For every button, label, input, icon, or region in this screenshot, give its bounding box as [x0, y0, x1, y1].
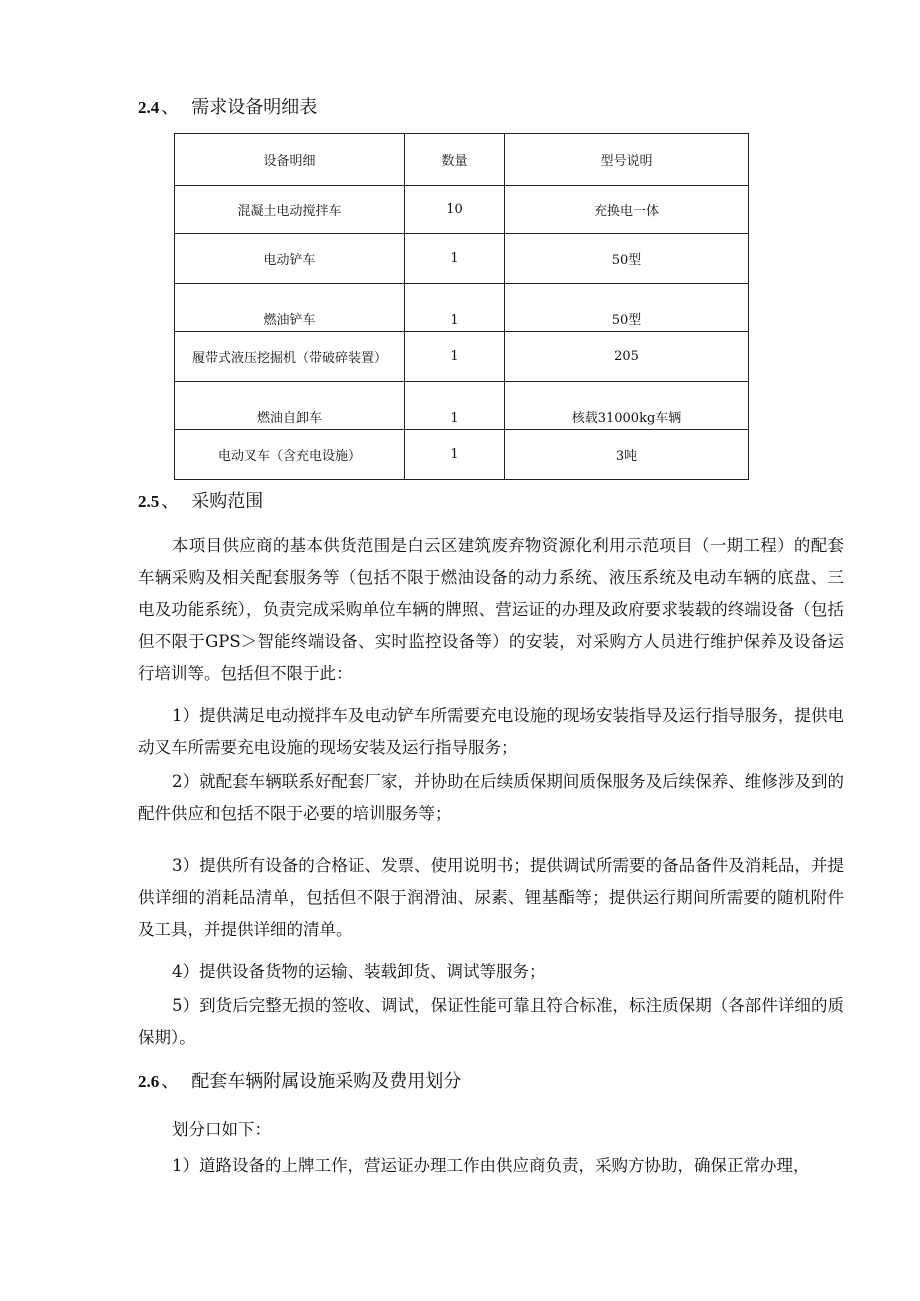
division-item: 1）道路设备的上牌工作，营运证办理工作由供应商负责，采购方协助，确保正常办理， [172, 1156, 810, 1175]
section-number: 2.5 [138, 492, 160, 511]
table-cell-item: 电动铲车 [175, 234, 405, 284]
section-title: 采购范围 [191, 491, 264, 512]
section-number: 2.4 [138, 98, 160, 117]
equipment-table [174, 133, 749, 480]
scope-item: 1）提供满足电动搅拌车及电动铲车所需要充电设施的现场安装指导及运行指导服务，提供电动叉车所需要充电设施的现场安装及运行指导服务； [138, 706, 844, 757]
table-row [175, 234, 749, 284]
scope-item: 5）到货后完整无损的签收、调试，保证性能可靠且符合标准，标注质保期（各部件详细的质保期）。 [138, 996, 844, 1047]
section-title: 配套车辆附属设施采购及费用划分 [191, 1071, 462, 1092]
section-title: 需求设备明细表 [191, 97, 318, 118]
table-cell-item: 混凝土电动搅拌车 [175, 186, 405, 234]
table-cell-quantity: 1 [405, 430, 505, 480]
section-separator: 、 [161, 97, 180, 118]
table-cell-quantity: 10 [405, 186, 505, 234]
table-cell-quantity: 1 [405, 234, 505, 284]
scope-intro-paragraph: 本项目供应商的基本供货范围是白云区建筑废弃物资源化利用示范项目（一期工程）的配套车辆采购及相关配套服务等（包括不限于燃油设备的动力系统、液压系统及电动车辆的底盘、三电及功能系统），负责完成采购单位车辆的牌照、营运证的办理及政府要求装载的终端设备（包括但不限于GPS＞智能终端设备、实时监控设备等）的安装，对采购方人员进行维护保养及设备运行培训等。包括但不限于此： [138, 536, 844, 683]
section-number: 2.6 [138, 1072, 160, 1091]
table-row [175, 186, 749, 234]
table-row [175, 284, 749, 332]
table-header-cell: 型号说明 [505, 134, 749, 186]
scope-item: 4）提供设备货物的运输、装载卸货、调试等服务； [172, 962, 546, 981]
scope-item: 2）就配套车辆联系好配套厂家，并协助在后续质保期间质保服务及后续保养、维修涉及到的配件供应和包括不限于必要的培训服务等； [138, 772, 844, 823]
section-separator: 、 [161, 1071, 180, 1092]
scope-item: 3）提供所有设备的合格证、发票、使用说明书；提供调试所需要的备品备件及消耗品，并提供详细的消耗品清单，包括但不限于润滑油、尿素、锂基酯等；提供运行期间所需要的随机附件及工具，并提供详细的清单。 [138, 856, 844, 939]
section-2-4-heading [138, 96, 317, 120]
table-header-row [175, 134, 749, 186]
table-cell-model: 50型 [505, 234, 749, 284]
table-cell-quantity: 1 [405, 284, 505, 332]
table-cell-model: 3吨 [505, 430, 749, 480]
table-cell-model: 205 [505, 332, 749, 382]
table-cell-quantity: 1 [405, 332, 505, 382]
table-row [175, 430, 749, 480]
table-row [175, 332, 749, 382]
section-2-6-heading [138, 1070, 461, 1094]
table-cell-item: 履带式液压挖掘机（带破碎装置） [175, 332, 405, 382]
section-2-5-heading [138, 490, 263, 514]
division-intro: 划分口如下： [172, 1120, 271, 1139]
table-header-cell: 设备明细 [175, 134, 405, 186]
table-cell-item: 燃油自卸车 [175, 382, 405, 430]
table-cell-model: 充换电一体 [505, 186, 749, 234]
table-header-cell: 数量 [405, 134, 505, 186]
table-cell-item: 电动叉车（含充电设施） [175, 430, 405, 480]
table-cell-item: 燃油铲车 [175, 284, 405, 332]
section-separator: 、 [161, 491, 180, 512]
table-cell-quantity: 1 [405, 382, 505, 430]
table-row [175, 382, 749, 430]
table-cell-model: 核载31000kg车辆 [505, 382, 749, 430]
table-cell-model: 50型 [505, 284, 749, 332]
